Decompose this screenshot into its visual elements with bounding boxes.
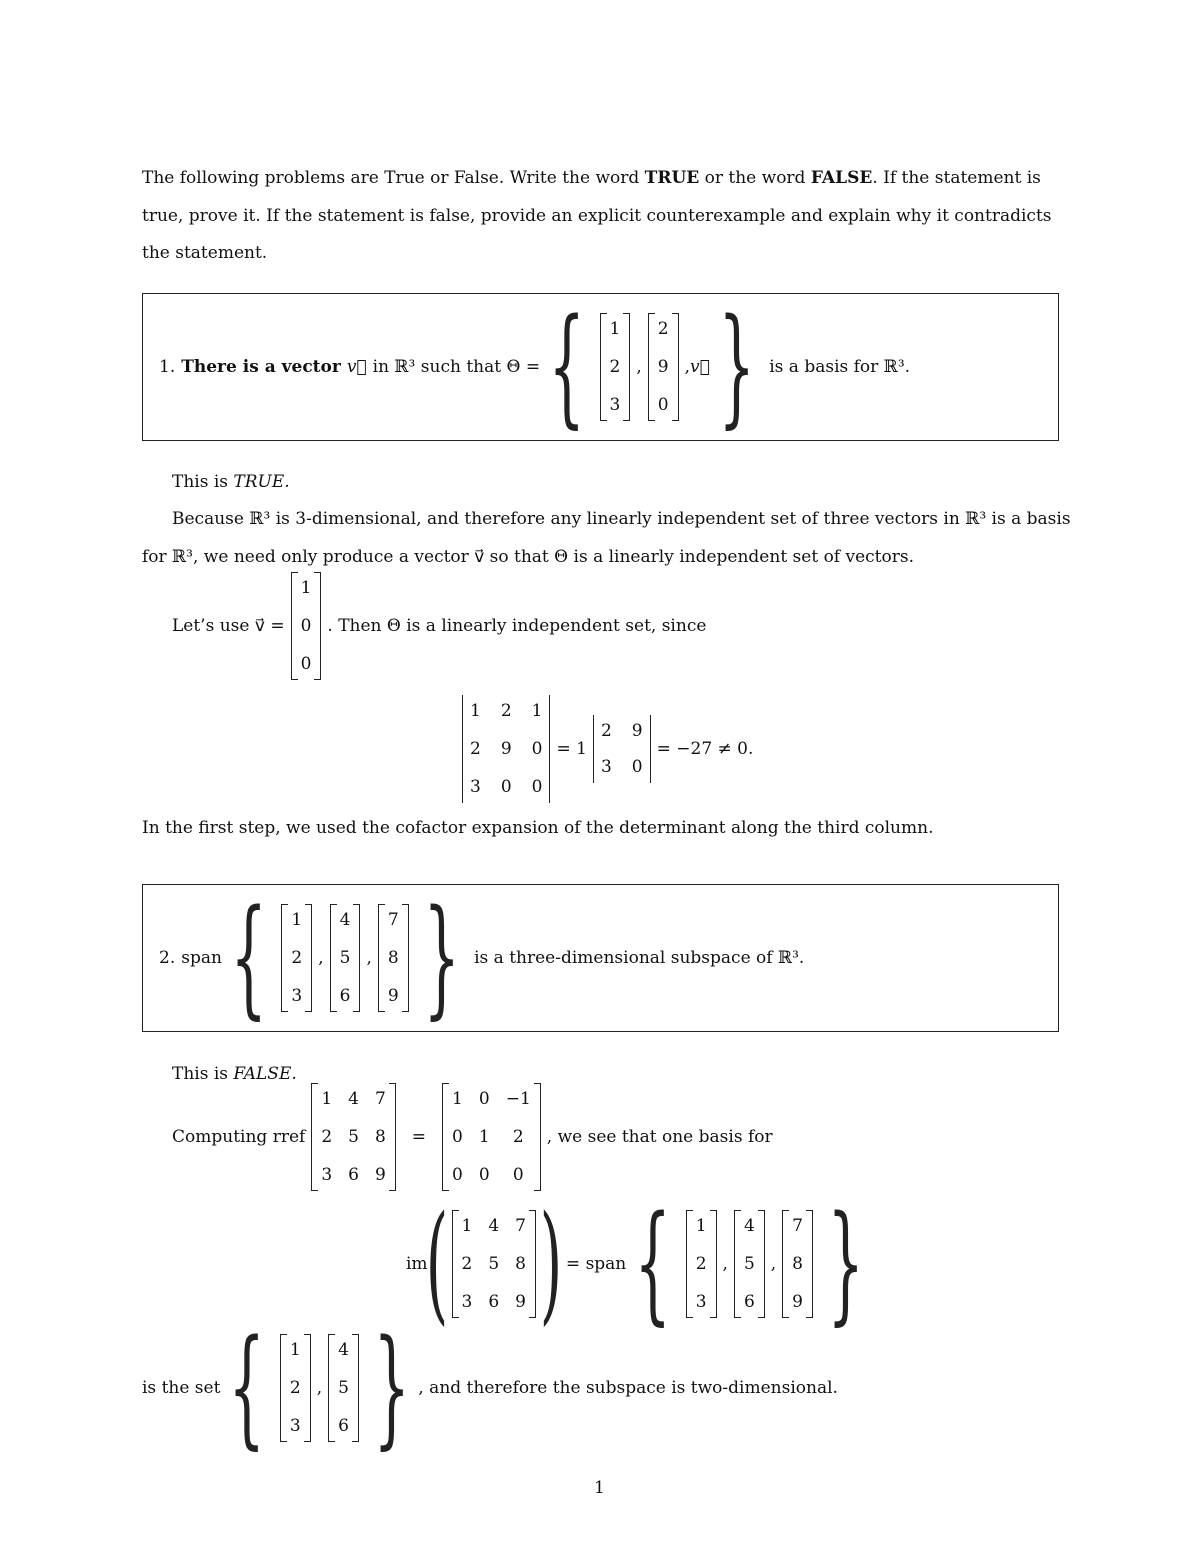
comma: , — [770, 1254, 777, 1274]
entry: 0 — [631, 757, 643, 777]
intro-text: . If the statement is — [872, 168, 1041, 188]
verdict: TRUE. — [233, 472, 290, 492]
entry: 6 — [743, 1292, 755, 1312]
intro-line-2: true, prove it. If the statement is false, provide an explicit counterexample and explain why it contradicts — [142, 206, 1052, 226]
entry: 2 — [289, 1378, 301, 1398]
image-span-equation — [406, 1189, 872, 1338]
entry: 1 — [478, 1127, 490, 1147]
entry: 3 — [461, 1292, 473, 1312]
problem-1-box — [142, 293, 1059, 441]
entry: 3 — [321, 1165, 333, 1185]
im-operator: im — [406, 1254, 428, 1274]
entry: 9 — [374, 1165, 386, 1185]
entry: 2 — [291, 948, 303, 968]
intro-text: or the word — [699, 168, 811, 188]
vector-2 — [330, 904, 361, 1012]
equals-span: = span — [565, 1254, 627, 1274]
answer-1-verdict — [172, 463, 290, 501]
left-brace: { — [548, 292, 586, 441]
entry: 5 — [488, 1254, 500, 1274]
cofactor-note: In the first step, we used the cofactor expansion of the determinant along the third column. — [142, 818, 934, 838]
entry: 4 — [348, 1089, 359, 1109]
verdict: FALSE. — [233, 1064, 297, 1084]
vector-v: v⃗ — [346, 357, 367, 377]
entry: 7 — [792, 1216, 803, 1236]
entry: 0 — [500, 777, 512, 797]
verdict-prefix: This is — [172, 1064, 234, 1084]
comma: , — [684, 357, 690, 377]
vector-2 — [734, 1210, 765, 1318]
page-number: 1 — [594, 1478, 605, 1498]
entry: 2 — [600, 721, 612, 741]
entry: 3 — [291, 986, 303, 1006]
entry: 5 — [339, 948, 351, 968]
entry: 4 — [339, 910, 351, 930]
entry: 7 — [515, 1216, 526, 1236]
entry: 5 — [348, 1127, 359, 1147]
comma: , — [722, 1254, 728, 1274]
entry: 0 — [478, 1089, 490, 1109]
comma: , — [636, 357, 642, 377]
computing-rref-text: Computing rref — [172, 1127, 306, 1147]
intro-line-3: the statement. — [142, 243, 268, 263]
false-word: FALSE — [810, 168, 873, 188]
matrix-A — [311, 1083, 395, 1191]
basis-set-line — [142, 1313, 838, 1462]
right-brace: } — [827, 1189, 865, 1338]
entry: 0 — [512, 1165, 524, 1185]
entry: 1 — [470, 701, 481, 721]
matrix-A — [452, 1210, 536, 1318]
entry: 3 — [470, 777, 481, 797]
problem-1-tail: is a basis for ℝ³. — [769, 357, 911, 377]
entry: 0 — [657, 395, 669, 415]
then-text: . Then Θ is a linearly independent set, since — [327, 616, 707, 636]
vector-3 — [378, 904, 409, 1012]
entry: 8 — [515, 1254, 526, 1274]
lets-use-text: Let’s use v⃗ = — [172, 616, 285, 636]
entry: 4 — [338, 1340, 349, 1360]
intro-text: The following problems are True or False. Write the word — [142, 168, 645, 188]
entry: 9 — [387, 986, 399, 1006]
entry: 3 — [609, 395, 621, 415]
entry: 2 — [470, 739, 481, 759]
entry: 9 — [631, 721, 643, 741]
entry: 1 — [321, 1089, 333, 1109]
entry: 2 — [695, 1254, 707, 1274]
entry: 2 — [500, 701, 512, 721]
entry: 1 — [291, 910, 303, 930]
entry: 0 — [531, 739, 543, 759]
vector-v: v⃗ — [689, 357, 710, 377]
entry: 9 — [515, 1292, 526, 1312]
result: = −27 ≠ 0. — [656, 739, 754, 759]
determinant-equation — [456, 694, 753, 804]
entry: 2 — [657, 319, 669, 339]
entry: 6 — [348, 1165, 359, 1185]
entry: 7 — [387, 910, 399, 930]
left-brace: { — [230, 883, 267, 1032]
entry: 1 — [531, 701, 543, 721]
entry: 8 — [374, 1127, 386, 1147]
entry: −1 — [505, 1089, 531, 1109]
basis-vector-2 — [328, 1334, 359, 1442]
problem-2-tail: is a three-dimensional subspace of ℝ³. — [474, 948, 805, 968]
equals: = — [411, 1127, 427, 1147]
entry: 1 — [695, 1216, 707, 1236]
entry: 1 — [300, 578, 312, 598]
right-brace: } — [373, 1313, 410, 1462]
entry: 9 — [792, 1292, 803, 1312]
vector-2 — [648, 313, 679, 421]
problem-1-text-a: There is a vector — [181, 357, 341, 377]
entry: 0 — [452, 1127, 463, 1147]
right-paren: ) — [539, 1189, 563, 1338]
span-word: span — [181, 948, 222, 968]
problem-2-box — [142, 884, 1059, 1032]
left-paren: ( — [425, 1189, 448, 1338]
intro-line-1 — [142, 159, 1060, 197]
entry: 3 — [600, 757, 612, 777]
problem-2-number: 2. — [159, 948, 176, 968]
comma: , — [316, 1378, 323, 1398]
entry: 9 — [500, 739, 512, 759]
comma: , — [318, 948, 324, 968]
entry: 2 — [321, 1127, 333, 1147]
matrix-rref — [442, 1083, 541, 1191]
entry: 4 — [743, 1216, 755, 1236]
vector-1 — [281, 904, 312, 1012]
basis-vector-1 — [280, 1334, 311, 1442]
entry: 1 — [452, 1089, 463, 1109]
entry: 1 — [289, 1340, 301, 1360]
entry: 0 — [478, 1165, 490, 1185]
entry: 5 — [743, 1254, 755, 1274]
vector-1 — [600, 313, 631, 421]
is-the-set-text: is the set — [142, 1378, 221, 1398]
comma: , — [366, 948, 372, 968]
right-brace: } — [423, 883, 460, 1032]
entry: 9 — [657, 357, 669, 377]
entry: 1 — [461, 1216, 473, 1236]
entry: 4 — [488, 1216, 500, 1236]
problem-1-text-b: in ℝ³ such that Θ = — [372, 357, 541, 377]
entry: 7 — [374, 1089, 386, 1109]
entry: 3 — [289, 1416, 301, 1436]
equals-one: = 1 — [556, 739, 587, 759]
entry: 3 — [695, 1292, 707, 1312]
entry: 6 — [339, 986, 351, 1006]
vector-1 — [686, 1210, 717, 1318]
true-word: TRUE — [644, 168, 700, 188]
determinant-2x2 — [593, 715, 651, 783]
entry: 6 — [488, 1292, 500, 1312]
entry: 2 — [609, 357, 621, 377]
entry: 0 — [452, 1165, 463, 1185]
basis-text: , we see that one basis for — [546, 1127, 773, 1147]
entry: 0 — [300, 654, 312, 674]
entry: 6 — [338, 1416, 349, 1436]
entry: 8 — [387, 948, 399, 968]
determinant-3x3 — [462, 695, 550, 803]
answer-1-para-line-2: for ℝ³, we need only produce a vector v⃗ so that Θ is a linearly independent set of vectors. — [142, 547, 915, 567]
lets-use-line — [172, 572, 706, 680]
problem-1-number: 1. — [159, 357, 176, 377]
verdict-prefix: This is — [172, 472, 234, 492]
vector-v-value — [291, 572, 322, 680]
entry: 0 — [531, 777, 543, 797]
entry: 8 — [792, 1254, 803, 1274]
entry: 2 — [461, 1254, 473, 1274]
right-brace: } — [718, 292, 755, 441]
answer-1-para-line-1: Because ℝ³ is 3-dimensional, and therefore any linearly independent set of three vectors in ℝ³ is a basis — [172, 509, 1071, 529]
left-brace: { — [634, 1189, 672, 1338]
entry: 0 — [300, 616, 312, 636]
entry: 5 — [338, 1378, 349, 1398]
entry: 1 — [609, 319, 621, 339]
rref-line — [172, 1084, 773, 1190]
left-brace: { — [228, 1313, 266, 1462]
entry: 2 — [512, 1127, 524, 1147]
conclusion-text: , and therefore the subspace is two-dimensional. — [418, 1378, 838, 1398]
vector-3 — [782, 1210, 813, 1318]
